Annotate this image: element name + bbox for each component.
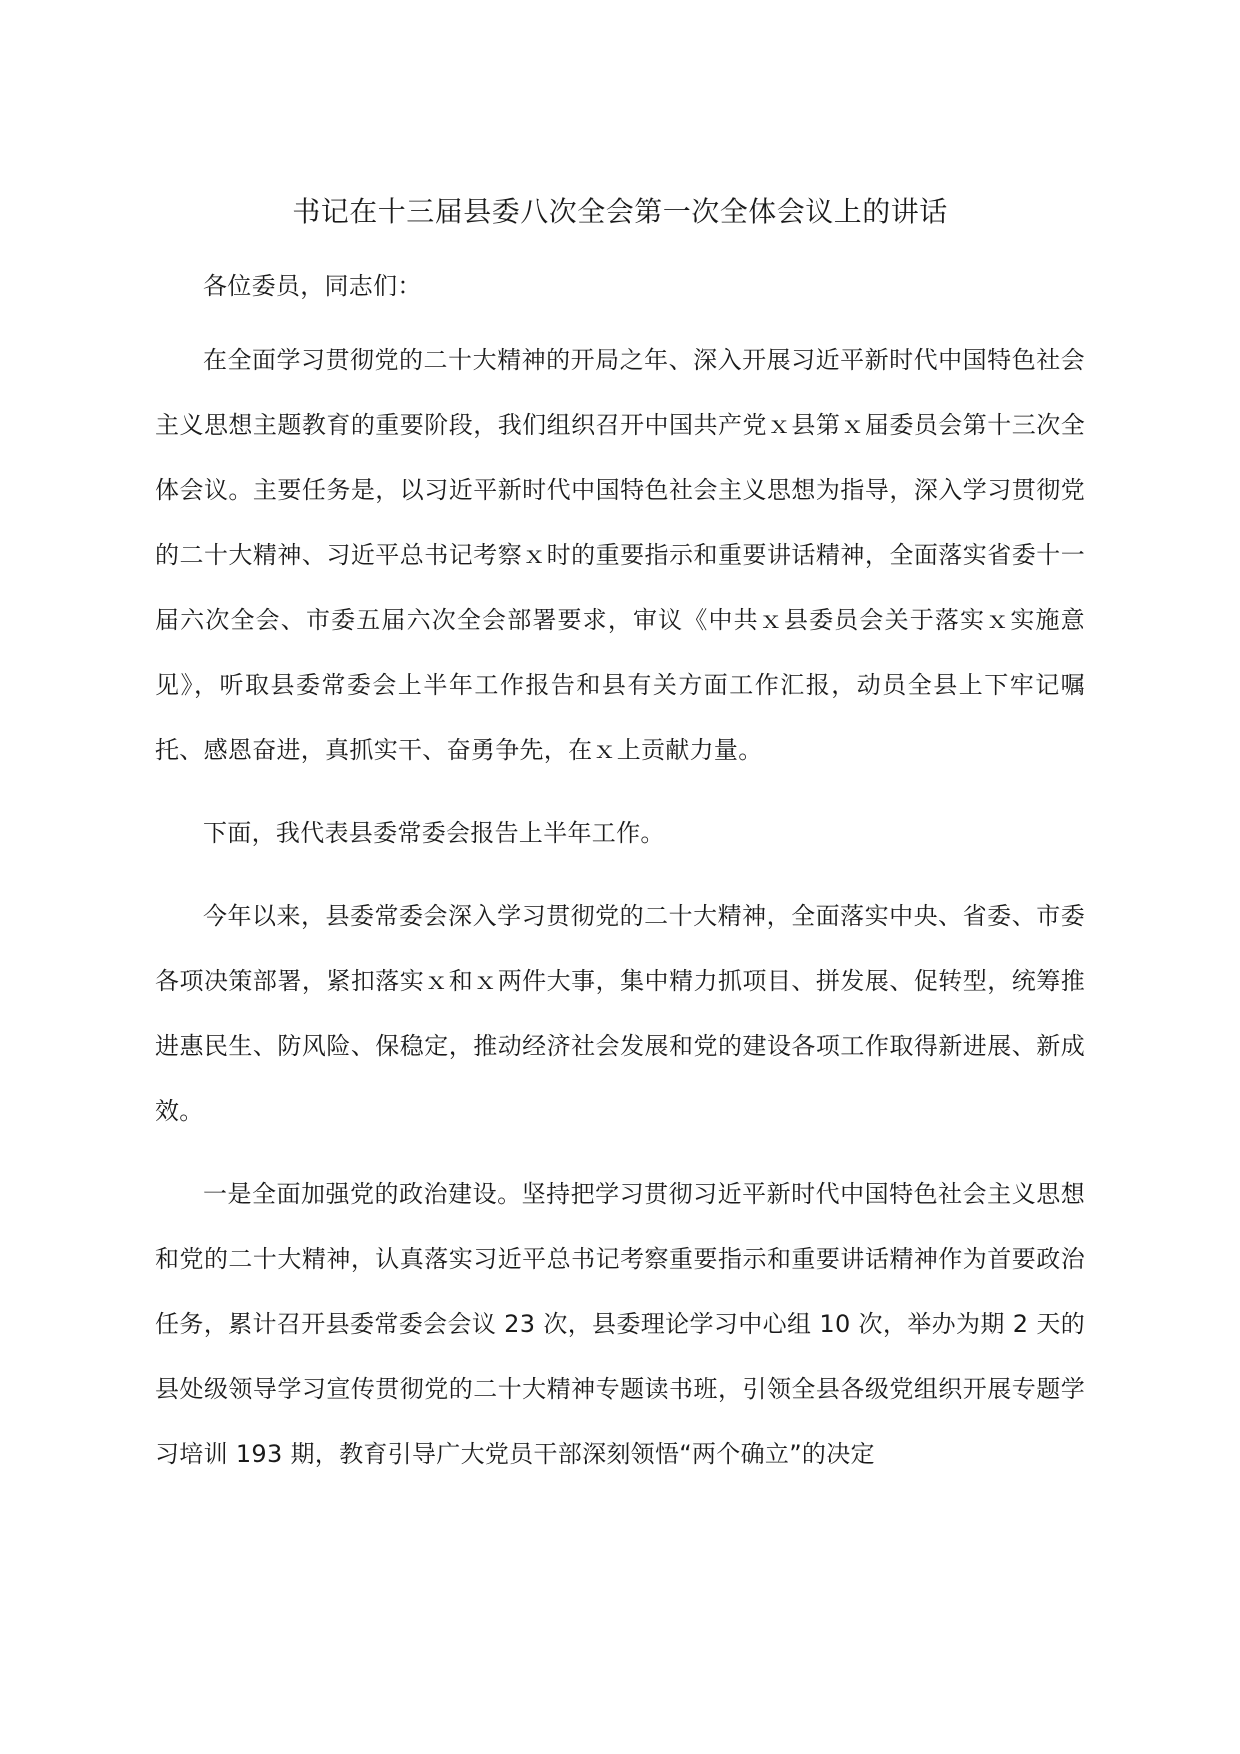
document-body	[155, 262, 1085, 1505]
document-title: 书记在十三届县委八次全会第一次全体会议上的讲话	[292, 195, 948, 228]
paragraph-overview: 今年以来，县委常委会深入学习贯彻党的二十大精神，全面落实中央、省委、市委各项决策部署，紧扣落实ｘ和ｘ两件大事，集中精力抓项目、拼发展、促转型，统筹推进惠民生、防风险、保稳定，推动经济社会发展和党的建设各项工作取得新进展、新成效。	[155, 902, 1085, 1125]
paragraph-opening: 在全面学习贯彻党的二十大精神的开局之年、深入开展习近平新时代中国特色社会主义思想主题教育的重要阶段，我们组织召开中国共产党ｘ县第ｘ届委员会第十三次全体会议。主要任务是，以习近平新时代中国特色社会主义思想为指导，深入学习贯彻党的二十大精神、习近平总书记考察ｘ时的重要指示和重要讲话精神，全面落实省委十一届六次全会、市委五届六次全会部署要求，审议《中共ｘ县委员会关于落实ｘ实施意见》，听取县委常委会上半年工作报告和县有关方面工作汇报，动员全县上下牢记嘱托、感恩奋进，真抓实干、奋勇争先，在ｘ上贡献力量。	[155, 346, 1085, 764]
paragraph-report-intro: 下面，我代表县委常委会报告上半年工作。	[203, 819, 665, 847]
paragraph-political-building: 一是全面加强党的政治建设。坚持把学习贯彻习近平新时代中国特色社会主义思想和党的二十大精神，认真落实习近平总书记考察重要指示和重要讲话精神作为首要政治任务，累计召开县委常委会会议 23 次，县委理论学习中心组 10 次，举办为期 2 天的县处级领导学习宣传贯彻党的二十大精神专题读书班，引领全县各级党组织开展专题学习培训 193 期，教育引导广大党员干部深刻领悟“两个确立”的决定	[155, 1180, 1085, 1468]
greeting-line: 各位委员，同志们：	[203, 272, 422, 300]
